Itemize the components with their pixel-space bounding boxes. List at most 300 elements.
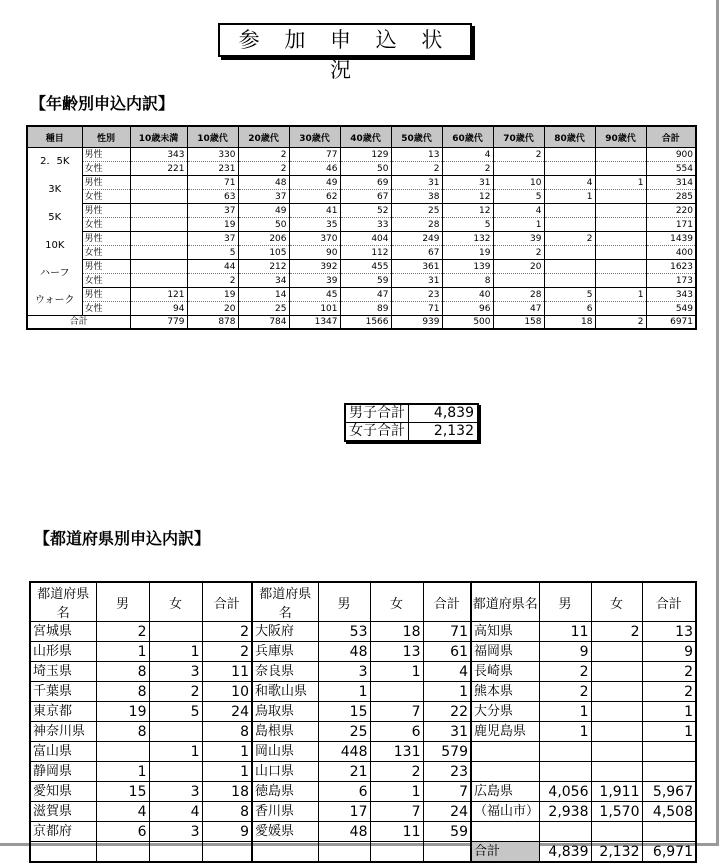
sex-label: 男性 (82, 260, 130, 274)
female-total-label: 女子合計 (345, 423, 409, 442)
age-count-cell (544, 260, 595, 274)
age-count-cell: 314 (646, 176, 696, 190)
age-count-cell: 45 (289, 288, 340, 302)
age-header-cell: 80歳代 (544, 126, 595, 148)
age-header-cell: 40歳代 (340, 126, 391, 148)
prefecture-name: 鳥取県 (252, 702, 318, 722)
age-count-cell: 19 (187, 288, 238, 302)
age-count-cell: 50 (340, 162, 391, 176)
age-count-cell (544, 274, 595, 288)
age-count-cell: 62 (289, 190, 340, 204)
age-count-cell (595, 260, 646, 274)
age-count-cell (493, 274, 544, 288)
age-header-cell: 20歳代 (238, 126, 289, 148)
pref-count-cell: 2 (539, 682, 591, 702)
age-count-cell: 77 (289, 148, 340, 162)
pref-count-cell: 1 (423, 682, 471, 702)
prefecture-name: 静岡県 (30, 762, 96, 782)
age-count-cell: 220 (646, 204, 696, 218)
age-count-cell: 4 (442, 148, 493, 162)
age-count-cell: 47 (340, 288, 391, 302)
age-count-cell: 46 (289, 162, 340, 176)
pref-count-cell (591, 822, 642, 842)
age-count-cell: 63 (187, 190, 238, 204)
age-count-cell: 221 (130, 162, 187, 176)
pref-count-cell (96, 742, 149, 762)
age-count-cell: 59 (340, 274, 391, 288)
pref-count-cell (149, 762, 202, 782)
age-count-cell (130, 260, 187, 274)
age-count-cell: 1 (544, 190, 595, 204)
age-header-cell: 種目 (27, 126, 82, 148)
age-table-row (27, 302, 696, 316)
pref-count-cell (149, 622, 202, 642)
age-header-cell: 性別 (82, 126, 130, 148)
pref-count-cell: 1 (539, 722, 591, 742)
pref-header-cell: 都道府県名 (30, 582, 96, 622)
age-header-cell: 50歳代 (391, 126, 442, 148)
age-count-cell: 90 (289, 246, 340, 260)
pref-count-cell: 13 (642, 622, 696, 642)
pref-count-cell: 2 (642, 662, 696, 682)
pref-count-cell: 4 (96, 802, 149, 822)
pref-count-cell: 18 (202, 782, 252, 802)
pref-count-cell (642, 742, 696, 762)
prefecture-name: 愛媛県 (252, 822, 318, 842)
prefecture-name (30, 842, 96, 863)
prefecture-name: 福岡県 (471, 642, 539, 662)
age-count-cell: 1439 (646, 232, 696, 246)
age-total-label: 合計 (27, 316, 130, 330)
pref-count-cell (149, 842, 202, 863)
pref-count-cell: 53 (318, 622, 370, 642)
sex-label: 女性 (82, 274, 130, 288)
pref-count-cell: 2 (149, 682, 202, 702)
age-count-cell: 96 (442, 302, 493, 316)
age-count-cell: 25 (391, 204, 442, 218)
age-total-cell: 784 (238, 316, 289, 330)
pref-count-cell: 31 (423, 722, 471, 742)
event-name: ハーフ (27, 260, 82, 288)
pref-count-cell: 8 (96, 682, 149, 702)
prefecture-name: 奈良県 (252, 662, 318, 682)
age-count-cell: 1 (493, 218, 544, 232)
pref-table-row (30, 702, 696, 722)
prefecture-name: 高知県 (471, 622, 539, 642)
age-count-cell: 37 (238, 190, 289, 204)
age-count-cell (595, 148, 646, 162)
pref-count-cell: 1 (370, 782, 423, 802)
age-count-cell (493, 162, 544, 176)
age-count-cell (595, 246, 646, 260)
age-count-cell: 554 (646, 162, 696, 176)
pref-table-row (30, 842, 696, 863)
pref-header-cell: 男 (539, 582, 591, 622)
prefecture-name: 和歌山県 (252, 682, 318, 702)
prefecture-name: 大阪府 (252, 622, 318, 642)
age-header-cell: 90歳代 (595, 126, 646, 148)
age-count-cell (595, 204, 646, 218)
age-count-cell: 5 (442, 218, 493, 232)
pref-count-cell: 1 (149, 742, 202, 762)
pref-count-cell: 4,508 (642, 802, 696, 822)
pref-count-cell (591, 762, 642, 782)
pref-count-cell: 1 (642, 702, 696, 722)
prefecture-name: 千葉県 (30, 682, 96, 702)
pref-count-cell: 8 (202, 722, 252, 742)
prefecture-name: 大分県 (471, 702, 539, 722)
pref-count-cell: 2 (202, 642, 252, 662)
pref-table-row (30, 642, 696, 662)
prefecture-name: 兵庫県 (252, 642, 318, 662)
age-count-cell: 33 (340, 218, 391, 232)
gender-summary-table (344, 403, 479, 442)
pref-count-cell: 1 (149, 642, 202, 662)
age-count-cell: 249 (391, 232, 442, 246)
age-count-cell: 171 (646, 218, 696, 232)
pref-header-cell: 合計 (642, 582, 696, 622)
pref-count-cell: 71 (423, 622, 471, 642)
prefecture-name: 熊本県 (471, 682, 539, 702)
pref-count-cell: 131 (370, 742, 423, 762)
age-count-cell: 48 (238, 176, 289, 190)
prefecture-name: 京都府 (30, 822, 96, 842)
age-count-cell: 71 (391, 302, 442, 316)
age-count-cell: 52 (340, 204, 391, 218)
pref-count-cell: 1 (370, 662, 423, 682)
prefecture-name: 山口県 (252, 762, 318, 782)
pref-table-row (30, 662, 696, 682)
pref-count-cell: 4,056 (539, 782, 591, 802)
pref-count-cell: 3 (149, 782, 202, 802)
age-count-cell: 285 (646, 190, 696, 204)
age-count-cell: 49 (289, 176, 340, 190)
summary-row-male (345, 404, 478, 423)
prefecture-name: 滋賀県 (30, 802, 96, 822)
age-count-cell: 2 (187, 274, 238, 288)
age-count-cell: 67 (391, 246, 442, 260)
age-count-cell: 19 (442, 246, 493, 260)
pref-header-cell: 都道府県名 (471, 582, 539, 622)
age-count-cell (595, 274, 646, 288)
age-total-cell: 1347 (289, 316, 340, 330)
age-count-cell: 5 (544, 288, 595, 302)
pref-count-cell: 11 (370, 822, 423, 842)
sex-label: 女性 (82, 218, 130, 232)
pref-count-cell: 2 (642, 682, 696, 702)
age-header-cell: 合計 (646, 126, 696, 148)
prefecture-name: 徳島県 (252, 782, 318, 802)
pref-count-cell: 1 (96, 642, 149, 662)
summary-row-female (345, 423, 478, 442)
prefecture-name: 島根県 (252, 722, 318, 742)
pref-count-cell: 61 (423, 642, 471, 662)
pref-count-cell (202, 842, 252, 863)
pref-count-cell: 8 (202, 802, 252, 822)
male-total-label: 男子合計 (345, 404, 409, 423)
pref-table-row (30, 802, 696, 822)
sex-label: 男性 (82, 148, 130, 162)
age-count-cell: 31 (442, 176, 493, 190)
age-count-cell: 2 (544, 232, 595, 246)
age-table-row (27, 246, 696, 260)
prefecture-name: 鹿児島県 (471, 722, 539, 742)
prefecture-name: 合計 (471, 842, 539, 863)
event-name: 2．5K (27, 148, 82, 176)
age-count-cell (595, 232, 646, 246)
age-count-cell: 400 (646, 246, 696, 260)
age-count-cell: 4 (544, 176, 595, 190)
age-count-cell (595, 162, 646, 176)
age-table-row (27, 274, 696, 288)
prefecture-name: 香川県 (252, 802, 318, 822)
pref-table-row (30, 622, 696, 642)
age-count-cell: 2 (238, 162, 289, 176)
pref-count-cell: 48 (318, 642, 370, 662)
pref-count-cell: 24 (202, 702, 252, 722)
age-total-cell: 779 (130, 316, 187, 330)
age-count-cell: 2 (493, 246, 544, 260)
age-count-cell: 12 (442, 204, 493, 218)
age-count-cell: 50 (238, 218, 289, 232)
pref-header-cell: 女 (149, 582, 202, 622)
age-count-cell: 14 (238, 288, 289, 302)
pref-count-cell: 8 (96, 722, 149, 742)
age-count-cell (595, 190, 646, 204)
pref-count-cell: 19 (96, 702, 149, 722)
prefecture-name: 神奈川県 (30, 722, 96, 742)
sex-label: 男性 (82, 204, 130, 218)
pref-count-cell: 4 (423, 662, 471, 682)
pref-count-cell: 15 (318, 702, 370, 722)
age-table-row (27, 232, 696, 246)
pref-header-cell: 都道府県名 (252, 582, 318, 622)
age-count-cell: 71 (187, 176, 238, 190)
pref-count-cell (591, 682, 642, 702)
age-count-cell: 49 (238, 204, 289, 218)
age-count-cell (130, 190, 187, 204)
age-table-row (27, 176, 696, 190)
age-count-cell: 4 (493, 204, 544, 218)
age-header-cell: 60歳代 (442, 126, 493, 148)
pref-count-cell: 6 (370, 722, 423, 742)
pref-count-cell: 2,132 (591, 842, 642, 863)
pref-count-cell (423, 842, 471, 863)
pref-count-cell: 1,911 (591, 782, 642, 802)
pref-count-cell: 1 (318, 682, 370, 702)
age-count-cell: 67 (340, 190, 391, 204)
age-count-cell: 206 (238, 232, 289, 246)
sex-label: 男性 (82, 288, 130, 302)
sex-label: 女性 (82, 162, 130, 176)
prefecture-name (252, 842, 318, 863)
age-header-cell: 10歳未満 (130, 126, 187, 148)
pref-count-cell: 2 (202, 622, 252, 642)
pref-table-row (30, 822, 696, 842)
age-count-cell: 44 (187, 260, 238, 274)
age-table-row (27, 190, 696, 204)
pref-header-cell: 合計 (423, 582, 471, 622)
pref-count-cell: 7 (370, 702, 423, 722)
pref-count-cell: 6,971 (642, 842, 696, 863)
age-count-cell: 404 (340, 232, 391, 246)
age-count-cell: 34 (238, 274, 289, 288)
pref-count-cell: 2 (96, 622, 149, 642)
age-count-cell: 2 (493, 148, 544, 162)
pref-count-cell: 15 (96, 782, 149, 802)
prefecture-name (471, 762, 539, 782)
age-count-cell: 39 (493, 232, 544, 246)
age-count-cell: 121 (130, 288, 187, 302)
pref-count-cell: 1,570 (591, 802, 642, 822)
age-count-cell (595, 218, 646, 232)
pref-count-cell: 3 (318, 662, 370, 682)
age-count-cell (544, 162, 595, 176)
prefecture-name: 富山県 (30, 742, 96, 762)
pref-count-cell: 2,938 (539, 802, 591, 822)
pref-count-cell (642, 822, 696, 842)
pref-count-cell (370, 842, 423, 863)
pref-count-cell: 2 (539, 662, 591, 682)
age-header-cell: 30歳代 (289, 126, 340, 148)
age-total-cell: 158 (493, 316, 544, 330)
pref-table-row (30, 722, 696, 742)
age-count-cell: 5 (187, 246, 238, 260)
pref-count-cell: 6 (318, 782, 370, 802)
age-count-cell (544, 246, 595, 260)
age-count-cell: 343 (646, 288, 696, 302)
pref-count-cell: 8 (96, 662, 149, 682)
age-count-cell: 6 (544, 302, 595, 316)
age-count-cell: 129 (340, 148, 391, 162)
age-count-cell: 231 (187, 162, 238, 176)
pref-count-cell (591, 702, 642, 722)
pref-count-cell: 7 (370, 802, 423, 822)
age-table-row (27, 260, 696, 274)
age-count-cell: 1 (595, 176, 646, 190)
pref-count-cell (591, 642, 642, 662)
age-total-cell: 6971 (646, 316, 696, 330)
age-count-cell: 5 (493, 190, 544, 204)
pref-count-cell: 3 (149, 662, 202, 682)
pref-count-cell (149, 722, 202, 742)
age-total-cell: 18 (544, 316, 595, 330)
prefecture-name: 埼玉県 (30, 662, 96, 682)
pref-count-cell: 25 (318, 722, 370, 742)
age-count-cell: 47 (493, 302, 544, 316)
age-count-cell (130, 176, 187, 190)
age-count-cell: 37 (187, 232, 238, 246)
pref-count-cell: 11 (539, 622, 591, 642)
age-table-row (27, 162, 696, 176)
pref-count-cell: 48 (318, 822, 370, 842)
event-name: 5K (27, 204, 82, 232)
pref-count-cell: 13 (370, 642, 423, 662)
pref-count-cell (370, 682, 423, 702)
age-table-header-row (27, 126, 696, 148)
event-name: 3K (27, 176, 82, 204)
age-count-cell: 20 (187, 302, 238, 316)
pref-table-row (30, 782, 696, 802)
age-count-cell: 1623 (646, 260, 696, 274)
age-count-cell (544, 148, 595, 162)
age-section-title: 【年齢別申込内訳】 (30, 94, 175, 113)
age-count-cell: 132 (442, 232, 493, 246)
age-count-cell: 41 (289, 204, 340, 218)
pref-count-cell: 17 (318, 802, 370, 822)
pref-count-cell: 4 (149, 802, 202, 822)
pref-header-cell: 女 (591, 582, 642, 622)
prefecture-name: 岡山県 (252, 742, 318, 762)
age-count-cell (130, 246, 187, 260)
age-count-cell: 2 (442, 162, 493, 176)
pref-count-cell (539, 742, 591, 762)
pref-count-cell: 579 (423, 742, 471, 762)
age-count-cell: 173 (646, 274, 696, 288)
prefecture-breakdown-table (29, 581, 697, 863)
sex-label: 男性 (82, 176, 130, 190)
pref-count-cell (318, 842, 370, 863)
pref-count-cell: 9 (539, 642, 591, 662)
age-total-cell: 939 (391, 316, 442, 330)
pref-count-cell (96, 842, 149, 863)
age-count-cell: 23 (391, 288, 442, 302)
age-count-cell: 343 (130, 148, 187, 162)
age-count-cell (130, 274, 187, 288)
pref-table-row (30, 762, 696, 782)
prefecture-name: 宮城県 (30, 622, 96, 642)
age-count-cell: 330 (187, 148, 238, 162)
age-count-cell: 10 (493, 176, 544, 190)
pref-count-cell: 9 (202, 822, 252, 842)
age-count-cell (544, 204, 595, 218)
age-total-cell: 878 (187, 316, 238, 330)
age-count-cell: 28 (493, 288, 544, 302)
pref-count-cell: 22 (423, 702, 471, 722)
prefecture-name: 山形県 (30, 642, 96, 662)
age-count-cell: 12 (442, 190, 493, 204)
sex-label: 男性 (82, 232, 130, 246)
prefecture-name (471, 742, 539, 762)
age-count-cell: 455 (340, 260, 391, 274)
age-count-cell (130, 232, 187, 246)
prefecture-name: 東京都 (30, 702, 96, 722)
pref-header-cell: 合計 (202, 582, 252, 622)
age-count-cell: 392 (289, 260, 340, 274)
age-total-cell: 500 (442, 316, 493, 330)
pref-count-cell: 59 (423, 822, 471, 842)
pref-count-cell: 1 (202, 742, 252, 762)
age-count-cell (544, 218, 595, 232)
age-count-cell: 37 (187, 204, 238, 218)
age-count-cell: 105 (238, 246, 289, 260)
age-count-cell: 31 (391, 274, 442, 288)
prefecture-name (471, 822, 539, 842)
age-count-cell (595, 302, 646, 316)
pref-count-cell (591, 742, 642, 762)
pref-count-cell: 1 (539, 702, 591, 722)
pref-count-cell: 1 (96, 762, 149, 782)
age-total-cell: 2 (595, 316, 646, 330)
pref-count-cell (539, 762, 591, 782)
pref-count-cell: 5 (149, 702, 202, 722)
age-count-cell: 2 (238, 148, 289, 162)
age-count-cell: 38 (391, 190, 442, 204)
age-count-cell: 139 (442, 260, 493, 274)
age-count-cell: 69 (340, 176, 391, 190)
pref-header-cell: 男 (96, 582, 149, 622)
pref-count-cell: 23 (423, 762, 471, 782)
